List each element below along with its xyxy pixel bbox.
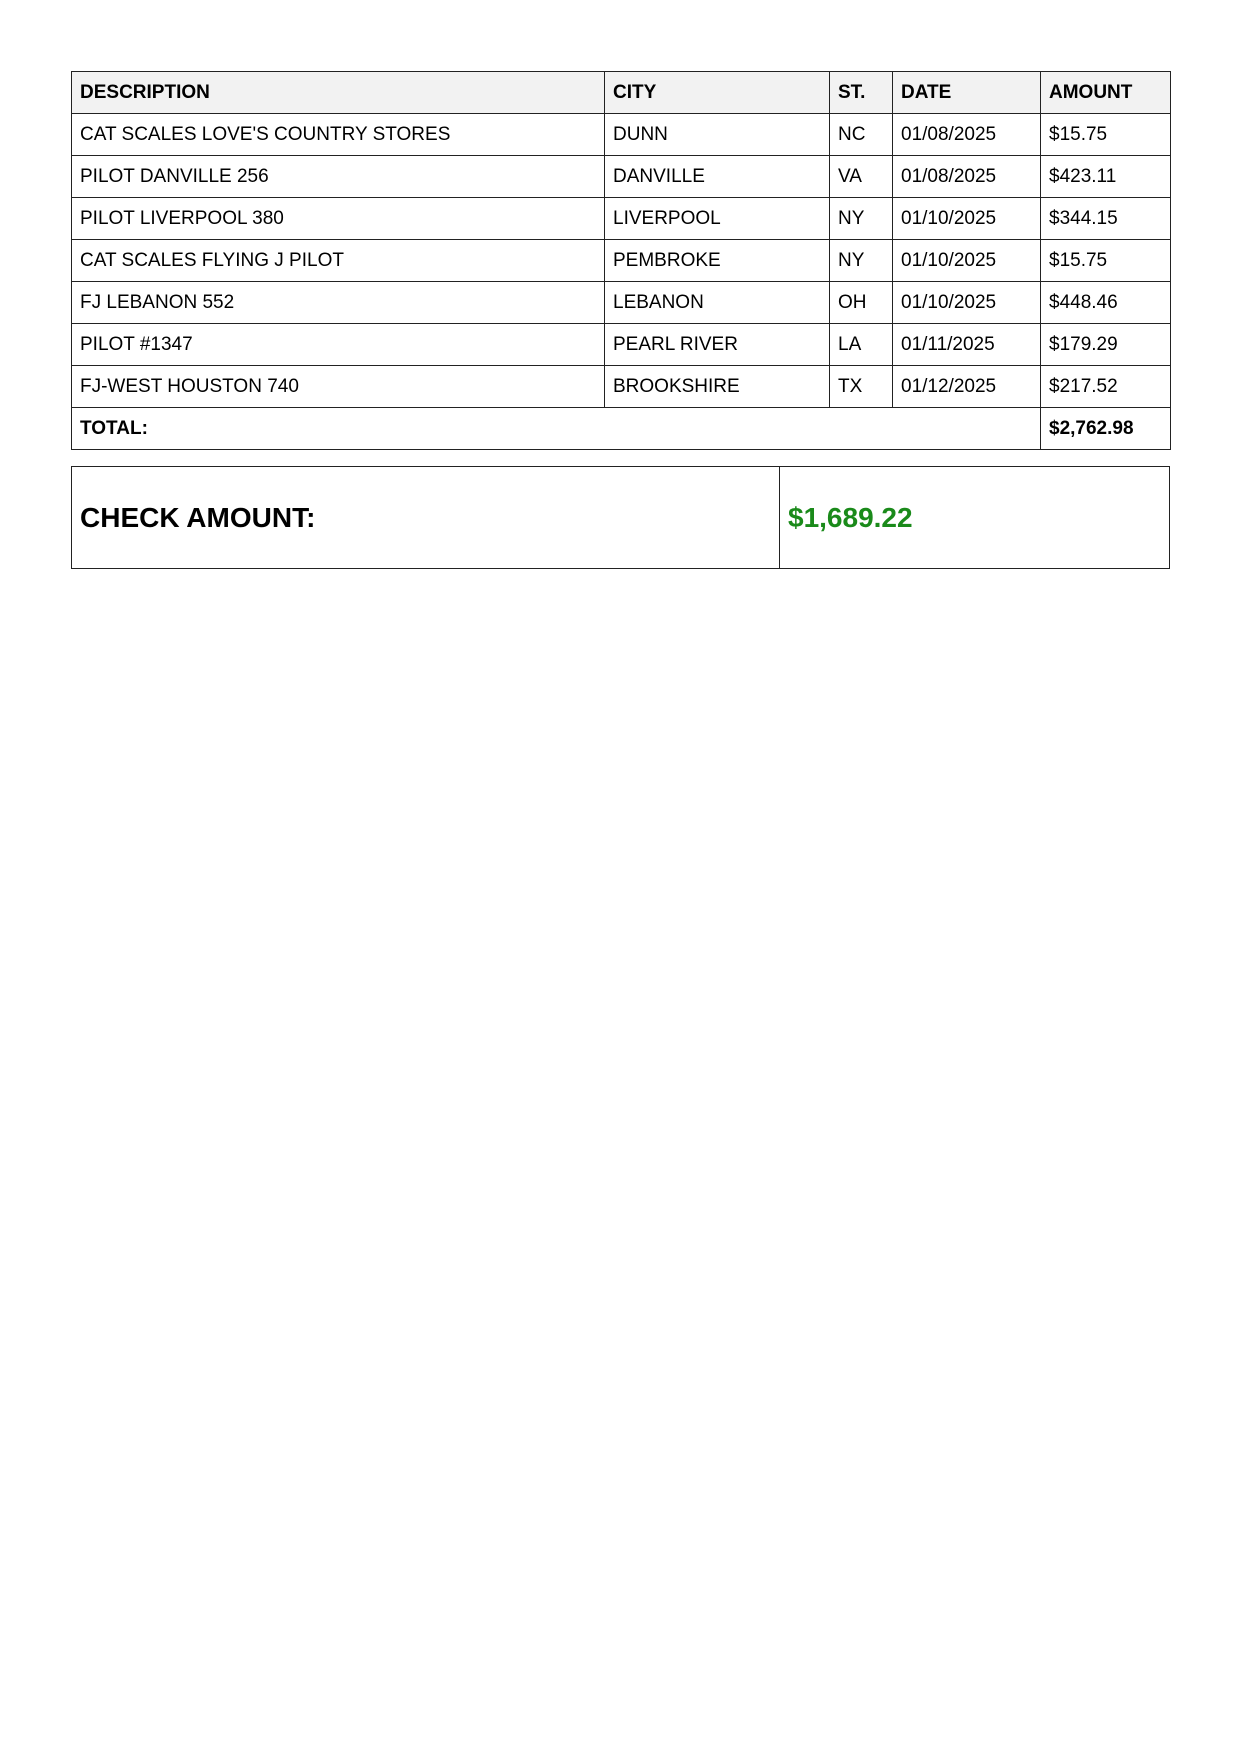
total-value: $2,762.98 bbox=[1041, 408, 1171, 450]
cell-city: LEBANON bbox=[605, 282, 830, 324]
cell-state: NY bbox=[830, 198, 893, 240]
header-city: CITY bbox=[605, 72, 830, 114]
expense-table bbox=[71, 71, 1171, 450]
cell-description: PILOT LIVERPOOL 380 bbox=[72, 198, 605, 240]
cell-date: 01/08/2025 bbox=[893, 114, 1041, 156]
check-amount-value: $1,689.22 bbox=[788, 501, 913, 533]
cell-description: FJ-WEST HOUSTON 740 bbox=[72, 366, 605, 408]
table-row bbox=[72, 282, 1171, 324]
total-label: TOTAL: bbox=[72, 408, 1041, 450]
cell-state: LA bbox=[830, 324, 893, 366]
cell-amount: $15.75 bbox=[1041, 240, 1171, 282]
cell-amount: $448.46 bbox=[1041, 282, 1171, 324]
total-row bbox=[72, 408, 1171, 450]
cell-description: FJ LEBANON 552 bbox=[72, 282, 605, 324]
table-body bbox=[72, 114, 1171, 408]
cell-state: VA bbox=[830, 156, 893, 198]
cell-date: 01/10/2025 bbox=[893, 282, 1041, 324]
header-state: ST. bbox=[830, 72, 893, 114]
cell-date: 01/11/2025 bbox=[893, 324, 1041, 366]
header-date: DATE bbox=[893, 72, 1041, 114]
table-row bbox=[72, 366, 1171, 408]
header-description: DESCRIPTION bbox=[72, 72, 605, 114]
cell-city: LIVERPOOL bbox=[605, 198, 830, 240]
check-amount-label: CHECK AMOUNT: bbox=[72, 467, 780, 568]
cell-amount: $179.29 bbox=[1041, 324, 1171, 366]
cell-state: OH bbox=[830, 282, 893, 324]
cell-description: CAT SCALES FLYING J PILOT bbox=[72, 240, 605, 282]
cell-date: 01/12/2025 bbox=[893, 366, 1041, 408]
table-header-row bbox=[72, 72, 1171, 114]
cell-date: 01/10/2025 bbox=[893, 198, 1041, 240]
cell-state: NY bbox=[830, 240, 893, 282]
cell-state: NC bbox=[830, 114, 893, 156]
cell-date: 01/10/2025 bbox=[893, 240, 1041, 282]
table-row bbox=[72, 324, 1171, 366]
cell-amount: $344.15 bbox=[1041, 198, 1171, 240]
table-row bbox=[72, 198, 1171, 240]
header-amount: AMOUNT bbox=[1041, 72, 1171, 114]
cell-city: DANVILLE bbox=[605, 156, 830, 198]
cell-description: PILOT DANVILLE 256 bbox=[72, 156, 605, 198]
cell-amount: $423.11 bbox=[1041, 156, 1171, 198]
cell-city: PEARL RIVER bbox=[605, 324, 830, 366]
cell-description: CAT SCALES LOVE'S COUNTRY STORES bbox=[72, 114, 605, 156]
cell-city: DUNN bbox=[605, 114, 830, 156]
check-amount-box bbox=[71, 466, 1170, 569]
cell-city: PEMBROKE bbox=[605, 240, 830, 282]
cell-city: BROOKSHIRE bbox=[605, 366, 830, 408]
table-row bbox=[72, 240, 1171, 282]
cell-amount: $15.75 bbox=[1041, 114, 1171, 156]
cell-date: 01/08/2025 bbox=[893, 156, 1041, 198]
table-row bbox=[72, 156, 1171, 198]
cell-amount: $217.52 bbox=[1041, 366, 1171, 408]
cell-state: TX bbox=[830, 366, 893, 408]
cell-description: PILOT #1347 bbox=[72, 324, 605, 366]
table-row bbox=[72, 114, 1171, 156]
